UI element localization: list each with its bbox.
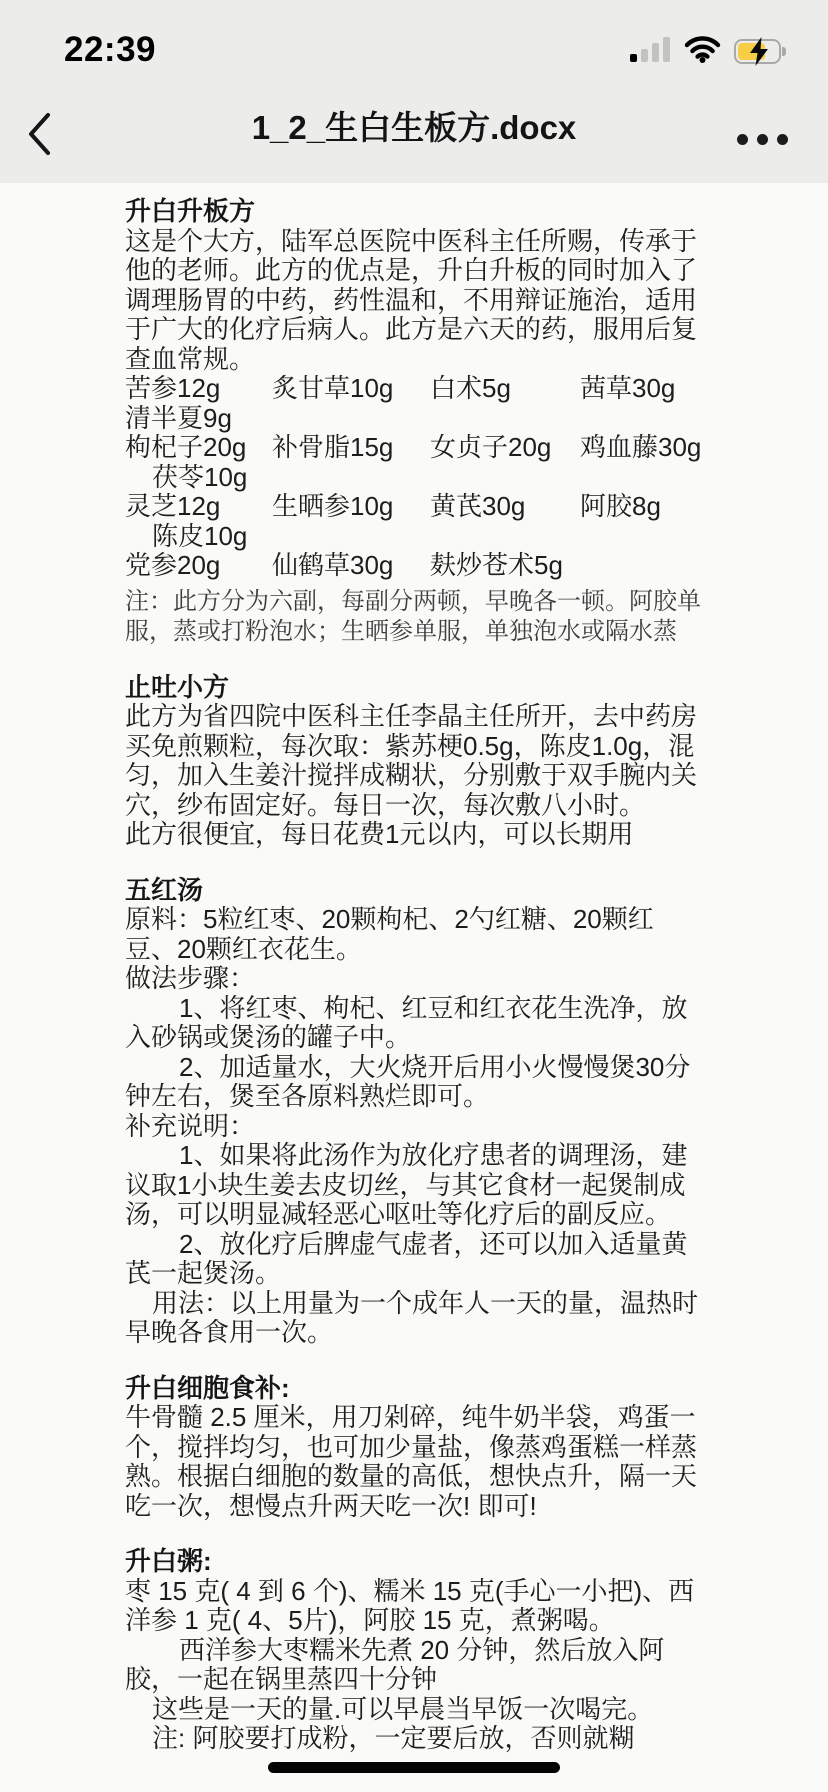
paragraph: 补充说明： [125, 1110, 256, 1141]
medicine-row: 党参20g 仙鹤草30g 麸炒苍术5g [125, 550, 563, 580]
clock: 22:39 [64, 30, 157, 69]
paragraph: 2、放化疗后脾虚气虚者，还可以加入适量黄芪一起煲汤。 [125, 1228, 688, 1288]
status-icons [630, 35, 786, 68]
medicine-row: 茯苓10g [152, 461, 248, 492]
section-title: 止吐小方 [125, 671, 230, 702]
note-text: 注：此方分为六副，每副分两顿，早晚各一顿。阿胶单服，蒸或打粉泡水；生晒参单服，单独泡水或隔水蒸 [125, 587, 701, 645]
medicine-row: 灵芝12g 生晒参10g 黄芪30g 阿胶8g [125, 491, 661, 521]
header-area [0, 0, 828, 183]
home-indicator[interactable] [268, 1762, 560, 1773]
document-title: 1_2_生白生板方.docx [251, 109, 577, 146]
chevron-left-icon [26, 111, 52, 162]
more-menu-button[interactable] [737, 128, 788, 151]
back-button[interactable] [26, 108, 70, 164]
paragraph: 原料：5粒红枣、20颗枸杞、2勺红糖、20颗红豆、20颗红衣花生。 [125, 904, 654, 964]
section-wuhongtang [125, 876, 702, 1348]
nav-bar [0, 96, 828, 183]
paragraph: 这是个大方，陆军总医院中医科主任所赐，传承于他的老师。此方的优点是，升白升板的同时加入了调理肠胃的中药，药性温和，不用辩证施治，适用于广大的化疗后病人。此方是六天的药，服用后复查血常规。 [125, 225, 698, 374]
paragraph: 2、加适量水，大火烧开后用小火慢慢煲30分钟左右，煲至各原料熟烂即可。 [125, 1051, 691, 1111]
medicine-row: 陈皮10g [152, 520, 248, 551]
battery-charging-icon [734, 39, 786, 64]
section-title: 升白细胞食补: [125, 1372, 290, 1403]
document-content[interactable] [0, 183, 828, 1792]
status-bar [0, 0, 828, 96]
ellipsis-menu-icon [737, 134, 748, 145]
section-shengbai-xibao-shibu [125, 1374, 702, 1522]
section-title: 升白粥: [125, 1546, 212, 1576]
paragraph: 1、将红枣、枸杞、红豆和红衣花生洗净，放入砂锅或煲汤的罐子中。 [125, 992, 688, 1052]
paragraph: 这些是一天的量.可以早晨当早饭一次喝完。 [152, 1693, 654, 1724]
cellular-signal-icon [630, 37, 671, 67]
paragraph: 牛骨髓 2.5 厘米，用刀剁碎，纯牛奶半袋，鸡蛋一个，搅拌均匀，也可加少量盐，像蒸鸡蛋糕一样蒸熟。根据白细胞的数量的高低，想快点升，隔一天吃一次，想慢点升两天吃一次! 即可! [125, 1402, 698, 1521]
medicine-row: 苦参12g 炙甘草10g 白术5g 茜草30g [125, 373, 676, 403]
section-zhitu-xiaofang [125, 673, 702, 850]
paragraph: 1、如果将此汤作为放化疗患者的调理汤，建议取1小块生姜去皮切丝，与其它食材一起煲制成汤，可以明显减轻恶心呕吐等化疗后的副反应。 [125, 1140, 688, 1229]
paragraph: 枣 15 克( 4 到 6 个)、糯米 15 克(手心一小把)、西洋参 1 克( 4、5片)，阿胶 15 克，煮粥喝。 [125, 1575, 695, 1635]
paragraph: 注: 阿胶要打成粉，一定要后放，否则就糊 [152, 1723, 635, 1753]
section-title: 五红汤 [125, 874, 204, 905]
paragraph: 西洋参大枣糯米先煮 20 分钟，然后放入阿胶，一起在锅里蒸四十分钟 [125, 1634, 665, 1694]
medicine-row: 清半夏9g [125, 402, 232, 433]
paragraph: 用法：以上用量为一个成年人一天的量，温热时早晚各食用一次。 [125, 1287, 699, 1347]
paragraph: 此方为省四院中医科主任李晶主任所开，去中药房买免煎颗粒，每次取：紫苏梗0.5g，陈皮1.0g，混匀，加入生姜汁搅拌成糊状，分别敷于双手腕内关穴，纱布固定好。每日一次，每次敷八小时。 [125, 701, 698, 820]
wifi-icon [684, 35, 721, 68]
section-shengbaizhou [125, 1547, 702, 1754]
paragraph: 此方很便宜，每日花费1元以内，可以长期用 [125, 819, 634, 849]
paragraph: 做法步骤： [125, 963, 256, 993]
medicine-row: 枸杞子20g 补骨脂15g 女贞子20g 鸡血藤30g [125, 432, 702, 462]
section-shengbai-shengban [125, 197, 702, 647]
section-title: 升白升板方 [125, 196, 256, 226]
